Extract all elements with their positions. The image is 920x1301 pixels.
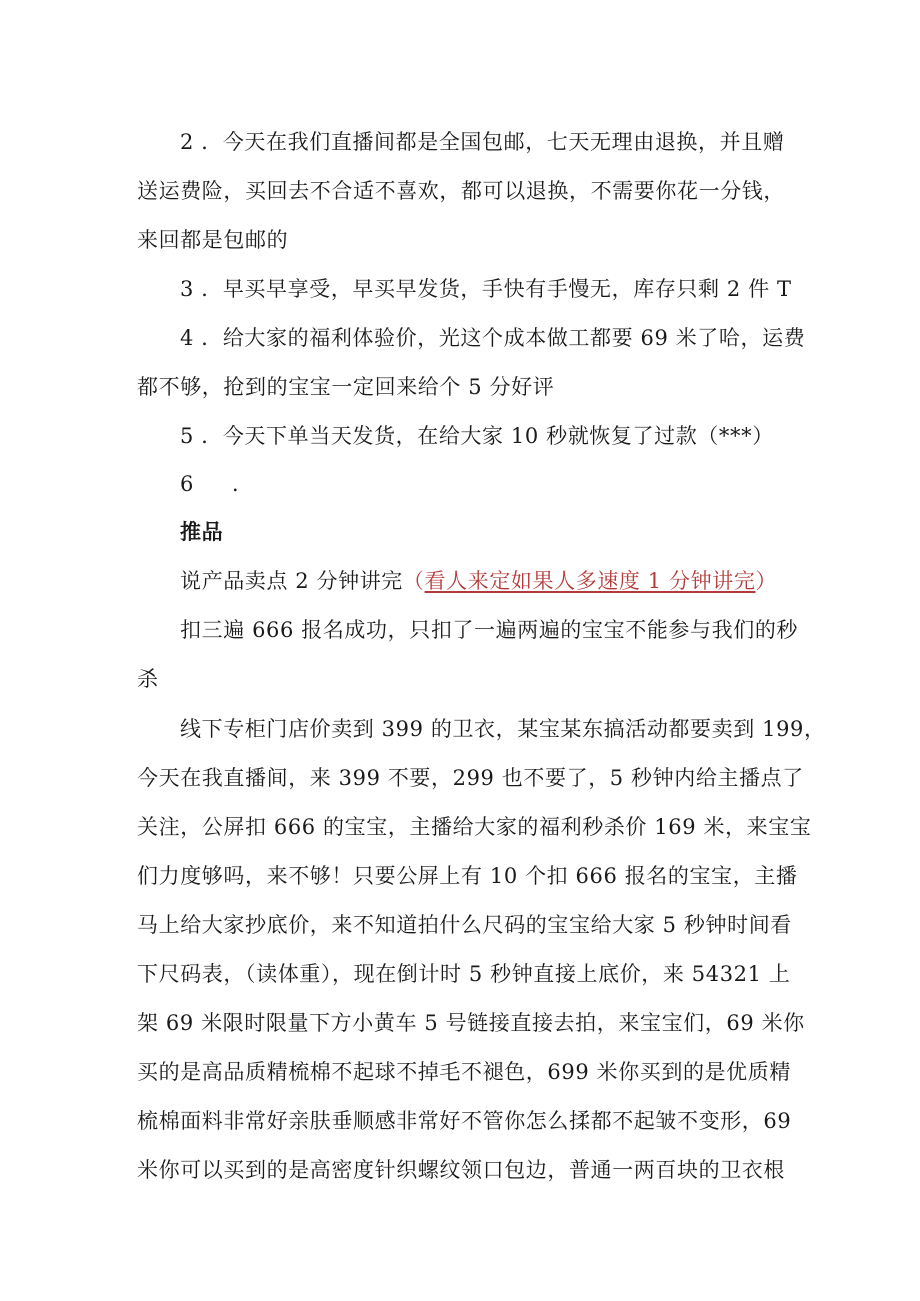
text-line: 们力度够吗，来不够！只要公屏上有 10 个扣 666 报名的宝宝，主播 xyxy=(137,864,798,888)
text-line: 送运费险，买回去不合适不喜欢，都可以退换，不需要你花一分钱， xyxy=(137,179,785,203)
text-line: 线下专柜门店价卖到 399 的卫衣，某宝某东搞活动都要卖到 199， xyxy=(180,717,826,741)
list-item-3 xyxy=(180,265,792,314)
text-line: 今天在我直播间，来 399 不要，299 也不要了，5 秒钟内给主播点了 xyxy=(137,766,804,790)
registration-continuation xyxy=(137,655,159,704)
text-line: 下尺码表，（读体重），现在倒计时 5 秒钟直接上底价，来 54321 上 xyxy=(137,962,791,986)
text-line: 来回都是包邮的 xyxy=(137,228,289,252)
text-line: 都不够，抢到的宝宝一定回来给个 5 分好评 xyxy=(137,375,555,399)
pitch-first-line xyxy=(180,705,826,754)
text-line: 5 ．今天下单当天发货，在给大家 10 秒就恢复了过款（***） xyxy=(180,424,774,448)
registration-first-line xyxy=(180,606,798,655)
text-line: 米你可以买到的是高密度针织螺纹领口包边，普通一两百块的卫衣根 xyxy=(137,1158,785,1182)
list-item-6-dot xyxy=(232,460,254,509)
list-item-4-first-line xyxy=(180,314,805,363)
list-item-6-number xyxy=(180,460,194,509)
text-line: 买的是高品质精梳棉不起球不掉毛不褪色，699 米你买到的是优质精 xyxy=(137,1060,791,1084)
pitch-continuation xyxy=(137,754,811,1195)
text-line: 架 69 米限时限量下方小黄车 5 号链接直接去拍，来宝宝们，69 米你 xyxy=(137,1011,805,1035)
list-item-2-continuation xyxy=(137,167,785,265)
list-item-2-first-line xyxy=(180,118,784,167)
text-line: 6 xyxy=(180,472,194,496)
text-line: 扣三遍 666 报名成功，只扣了一遍两遍的宝宝不能参与我们的秒 xyxy=(180,618,799,642)
selling-point-text: 说产品卖点 2 分钟讲完 xyxy=(180,569,403,593)
list-item-5 xyxy=(180,412,774,461)
text-line: 2 ．今天在我们直播间都是全国包邮，七天无理由退换，并且赠 xyxy=(180,130,785,154)
section-heading xyxy=(180,508,223,557)
text-line: ． xyxy=(232,472,254,496)
selling-point-line xyxy=(180,557,777,606)
note-paren-close: ） xyxy=(755,569,778,593)
note-paren-open: （ xyxy=(402,569,425,593)
text-line: 梳棉面料非常好亲肤垂顺感非常好不管你怎么揉都不起皱不变形，69 xyxy=(137,1109,792,1133)
text-line xyxy=(180,557,777,606)
text-line: 杀 xyxy=(137,667,159,691)
text-line: 关注，公屏扣 666 的宝宝，主播给大家的福利秒杀价 169 米，来宝宝 xyxy=(137,815,812,839)
text-line: 马上给大家抄底价，来不知道拍什么尺码的宝宝给大家 5 秒钟时间看 xyxy=(137,913,792,937)
text-line: 4 ．给大家的福利体验价，光这个成本做工都要 69 米了哈，运费 xyxy=(180,326,806,350)
heading-text: 推品 xyxy=(180,520,224,544)
list-item-4-continuation xyxy=(137,363,554,412)
speed-note: 看人来定如果人多速度 1 分钟讲完 xyxy=(424,569,756,593)
text-line: 3 ．早买早享受，早买早发货，手快有手慢无，库存只剩 2 件 T xyxy=(180,277,792,301)
